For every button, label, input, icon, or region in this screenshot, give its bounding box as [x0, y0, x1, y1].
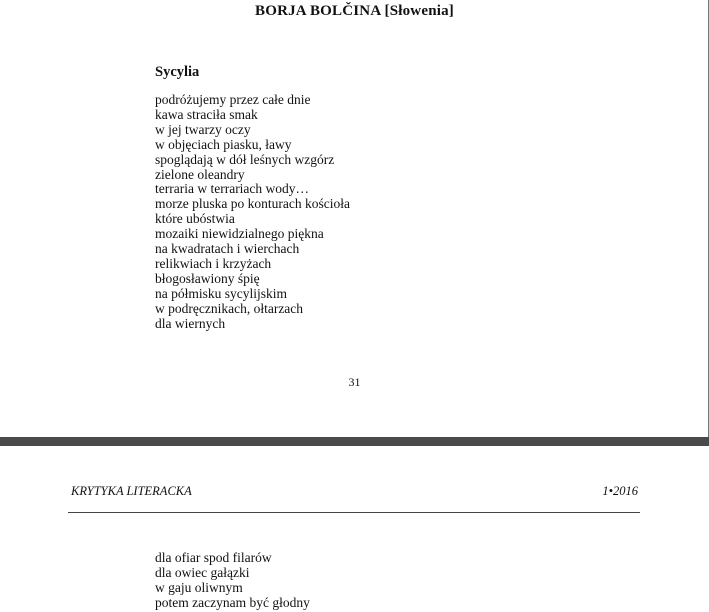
page-separator: [0, 437, 709, 446]
poem-line: spoglądają w dół leśnych wzgórz: [155, 151, 335, 167]
header-rule: [68, 512, 640, 513]
poem-line: zielone oleandry: [155, 166, 245, 182]
poem-line: mozaiki niewidzialnego piękna: [155, 226, 324, 242]
poem-line: dla wiernych: [155, 315, 226, 331]
poem-line: w podręcznikach, ołtarzach: [155, 300, 304, 316]
poem-line: kawa straciła smak: [155, 106, 258, 122]
poem-line: w jej twarzy oczy: [155, 121, 251, 137]
running-head-journal: KRYTYKA LITERACKA: [71, 484, 192, 498]
poem-line: relikwiach i krzyżach: [155, 255, 272, 271]
author-header: BORJA BOLČINA [Słowenia]: [255, 3, 454, 19]
running-head-issue: 1•2016: [602, 484, 638, 498]
poem-stanza: [155, 93, 350, 332]
poem-line: błogosławiony śpię: [155, 270, 260, 286]
poem-stanza: [155, 551, 310, 611]
document-page-2: [0, 446, 709, 612]
poem-line: które ubóstwia: [155, 211, 235, 227]
poem-line: podróżujemy przez całe dnie: [155, 92, 311, 107]
poem-title: Sycylia: [155, 64, 200, 80]
poem-line: na półmisku sycylijskim: [155, 285, 288, 301]
poem-line: terraria w terrariach wody…: [155, 181, 310, 197]
poem-line: dla ofiar spod filarów: [155, 550, 272, 565]
poem-line: w objęciach piasku, ławy: [155, 136, 292, 152]
page-number: 31: [348, 375, 361, 389]
poem-line: na kwadratach i wierchach: [155, 241, 300, 257]
poem-line: w gaju oliwnym: [155, 579, 243, 595]
poem-line: dla owiec gałązki: [155, 564, 250, 580]
poem-line: morze pluska po konturach kościoła: [155, 196, 350, 212]
poem-line: potem zaczynam być głodny: [155, 594, 310, 610]
